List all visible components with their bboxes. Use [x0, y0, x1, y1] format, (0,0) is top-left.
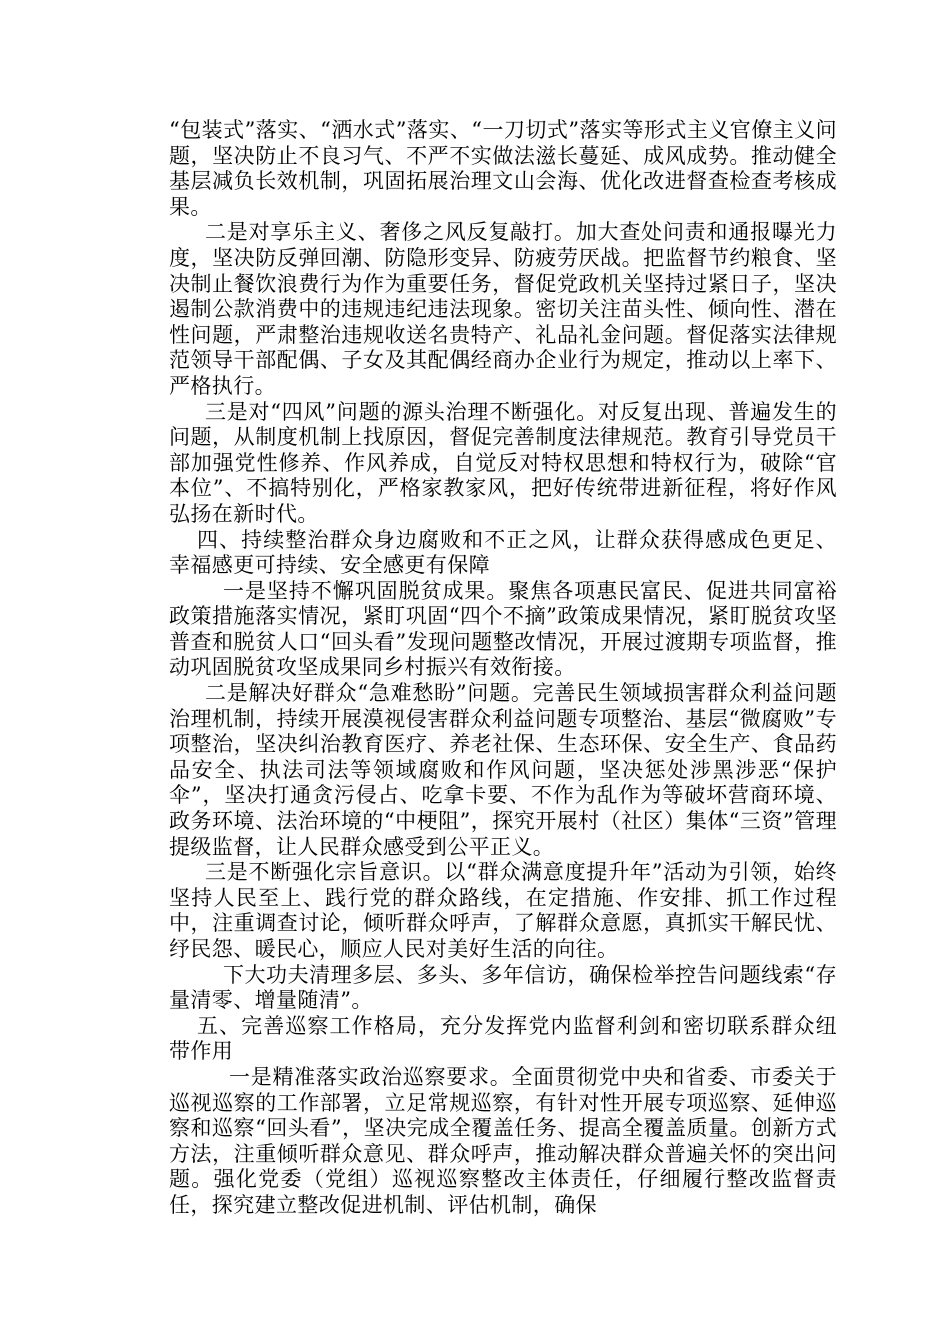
paragraph-3: 三是对“四风”问题的源头治理不断强化。对反复出现、普遍发生的问题，从制度机制上找原因，督促完善制度法律规范。教育引导党员干部加强党性修养、作风养成，自觉反对特权思想和特权行为，破除“官本位”、不搞特别化，严格家教家风，把好传统带进新征程，将好作风弘扬在新时代。: [169, 399, 837, 526]
document-body: [169, 118, 837, 1219]
paragraph-6: 二是解决好群众“急难愁盼”问题。完善民生领域损害群众利益问题治理机制，持续开展漠视侵害群众利益问题专项整治、基层“微腐败”专项整治，坚决纠治教育医疗、养老社保、生态环保、安全生产、食品药品安全、执法司法等领域腐败和作风问题，坚决惩处涉黑涉恶“保护伞”，坚决打通贪污侵占、吃拿卡要、不作为乱作为等破坏营商环境、政务环境、法治环境的“中梗阻”，探究开展村（社区）集体“三资”管理提级监督，让人民群众感受到公平正义。: [169, 681, 837, 859]
paragraph-8: 下大功夫清理多层、多头、多年信访，确保检举控告问题线索“存 量清零、增量随清”。: [169, 962, 837, 1013]
paragraph-7: 三是不断强化宗旨意识。以“群众满意度提升年”活动为引领，始终坚持人民至上、践行党的群众路线，在定措施、作安排、抓工作过程中，注重调查讨论，倾听群众呼声，了解群众意愿，真抓实干解民忧、纾民怨、暖民心，顺应人民对美好生活的向往。: [169, 860, 837, 961]
paragraph-1: “包装式”落实、“洒水式”落实、“一刀切式”落实等形式主义官僚主义问题，坚决防止不良习气、不严不实做法滋长蔓延、成风成势。推动健全基层减负长效机制，巩固拓展治理文山会海、优化改进督查检查考核成果。: [169, 118, 837, 219]
paragraph-2: 二是对享乐主义、奢侈之风反复敲打。加大查处问责和通报曝光力度，坚决防反弹回潮、防隐形变异、防疲劳厌战。把监督节约粮食、坚决制止餐饮浪费行为作为重要任务，督促党政机关坚持过紧日子，坚决遏制公款消费中的违规违纪违法现象。密切关注苗头性、倾向性、潜在性问题，严肃整治违规收送名贵特产、礼品礼金问题。督促落实法律规范领导干部配偶、子女及其配偶经商办企业行为规定，推动以上率下、严格执行。: [169, 220, 837, 398]
section-heading-5: 五、完善巡察工作格局，充分发挥党内监督利剑和密切联系群众纽带作用: [169, 1013, 837, 1064]
paragraph-5: 一是坚持不懈巩固脱贫成果。聚焦各项惠民富民、促进共同富裕政策措施落实情况，紧盯巩固“四个不摘”政策成果情况，紧盯脱贫攻坚普查和脱贫人口“回头看”发现问题整改情况，开展过渡期专项监督，推动巩固脱贫攻坚成果同乡村振兴有效衔接。: [169, 578, 837, 680]
paragraph-10: 一是精准落实政治巡察要求。全面贯彻党中央和省委、市委关于巡视巡察的工作部署，立足常规巡察，有针对性开展专项巡察、延伸巡察和巡察“回头看”，坚决完成全覆盖任务、提高全覆盖质量。创新方式方法，注重倾听群众意见、群众呼声，推动解决群众普遍关怀的突出问题。强化党委（党组）巡视巡察整改主体责任，仔细履行整改监督责任，探究建立整改促进机制、评估机制，确保: [169, 1064, 837, 1217]
section-heading-4: 四、持续整治群众身边腐败和不正之风，让群众获得感成色更足、幸福感更可持续、安全感更有保障: [169, 527, 837, 578]
